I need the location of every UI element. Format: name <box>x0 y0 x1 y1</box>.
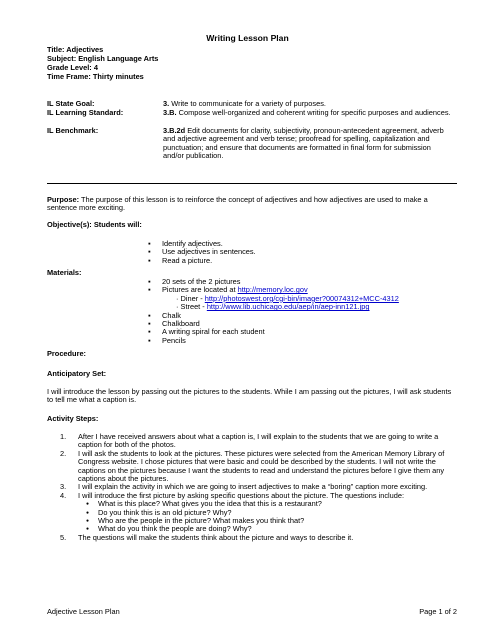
learning-standard-label: IL Learning Standard: <box>47 108 124 117</box>
diner-picture-link[interactable]: http://photoswest.org/cgi-bin/imager?00074312+MCC-4312 <box>204 293 399 303</box>
material-item: ▪ Pencils <box>148 337 458 345</box>
benchmark-label: IL Benchmark: <box>47 126 99 135</box>
objective-item: ▪ Use adjectives in sentences. <box>148 248 448 256</box>
activity-step: 2. I will ask the students to look at the pictures. These pictures were selected from the American Memory Library of Congress website. I chose pictures that were basic and could be described by the students. I will not write the captions on the pictures because I want the students to read and understand the pictures before I give them any captions about the pictures. <box>60 448 445 484</box>
objective-item: ▪ Identify adjectives. <box>148 240 448 248</box>
street-picture-link[interactable]: http://www.lib.uchicago.edu/aep/in/aep-inn121.jpg <box>206 302 370 312</box>
lesson-time-frame: Time Frame: Thirty minutes <box>47 72 144 81</box>
objective-item: ▪ Read a picture. <box>148 257 448 265</box>
state-goal-label: IL State Goal: <box>47 99 95 108</box>
purpose-paragraph: Purpose: The purpose of this lesson is to reinforce the concept of adjectives and how adjectives are used to make a sentence more exciting. <box>47 195 428 213</box>
section-divider <box>47 183 457 184</box>
materials-label: Materials: <box>47 268 82 277</box>
footer-document-name: Adjective Lesson Plan <box>47 607 120 616</box>
lesson-grade: Grade Level: 4 <box>47 63 98 72</box>
memory-loc-link[interactable]: http://memory.loc.gov <box>237 285 308 295</box>
material-item: ▪ Pictures are located at http://memory.loc.gov <box>148 286 458 294</box>
activity-steps-label: Activity Steps: <box>47 414 99 423</box>
state-goal-text: 3. Write to communicate for a variety of purposes. <box>163 99 326 108</box>
document-title: Writing Lesson Plan <box>206 33 289 43</box>
procedure-label: Procedure: <box>47 349 87 358</box>
street-line: · Street - http://www.lib.uchicago.edu/aep/in/aep-inn121.jpg <box>176 302 370 312</box>
activity-step: 5. The questions will make the students think about the picture and ways to describe it. <box>60 532 354 542</box>
learning-standard-text: 3.B. Compose well-organized and coherent writing for specific purposes and audiences. <box>163 108 451 117</box>
objectives-label: Objective(s): Students will: <box>47 220 142 229</box>
material-item: ▪ A writing spiral for each student <box>148 328 458 336</box>
benchmark-text: 3.B.2d Edit documents for clarity, subjectivity, pronoun-antecedent agreement, adverb and adjective agreement and verb tense; proofread for spelling, capitalization and punctuation; and ensure that documents are formatted in final form for submission and/or publication. <box>163 126 444 161</box>
material-item: ▪ Chalkboard <box>148 320 458 328</box>
footer-page-number: Page 1 of 2 <box>419 607 457 616</box>
materials-list <box>148 278 458 345</box>
question-item: ● Who are the people in the picture? What makes you think that? <box>78 517 450 525</box>
question-item: ● Do you think this is an old picture? Why? <box>78 509 450 517</box>
anticipatory-set-text: I will introduce the lesson by passing out the pictures to the students. While I am passing out the pictures, I will ask students to tell me what a caption is. <box>47 387 452 405</box>
anticipatory-set-label: Anticipatory Set: <box>47 369 107 378</box>
diner-line: · Diner - http://photoswest.org/cgi-bin/imager?00074312+MCC-4312 <box>176 293 399 303</box>
activity-step: 3. I will explain the activity in which we are going to insert adjectives to make a “boring” caption more exciting. <box>60 482 428 492</box>
objectives-list <box>148 240 448 265</box>
activity-steps-list <box>60 433 450 542</box>
question-list <box>78 500 450 534</box>
question-item: ● What is this place? What gives you the idea that this is a restaurant? <box>78 500 450 508</box>
activity-step: 1. After I have received answers about what a caption is, I will explain to the students that we are going to write a caption for both of the photos. <box>60 432 439 450</box>
lesson-subject: Subject: English Language Arts <box>47 54 159 63</box>
question-item: ● What do you think the people are doing? Why? <box>78 525 450 533</box>
material-item: ▪ Chalk <box>148 312 458 320</box>
activity-step: 4. I will introduce the first picture by asking specific questions about the picture. The questions include: ● What is this place? What gives you the idea that this is a restaurant? ● Do you think this is an old picture? Why? ● Who are the people in the picture? What makes you think that? ● What do you think the people are doing? Why? <box>60 492 450 534</box>
lesson-title: Title: Adjectives <box>47 45 104 54</box>
material-item: ▪ 20 sets of the 2 pictures <box>148 278 458 286</box>
